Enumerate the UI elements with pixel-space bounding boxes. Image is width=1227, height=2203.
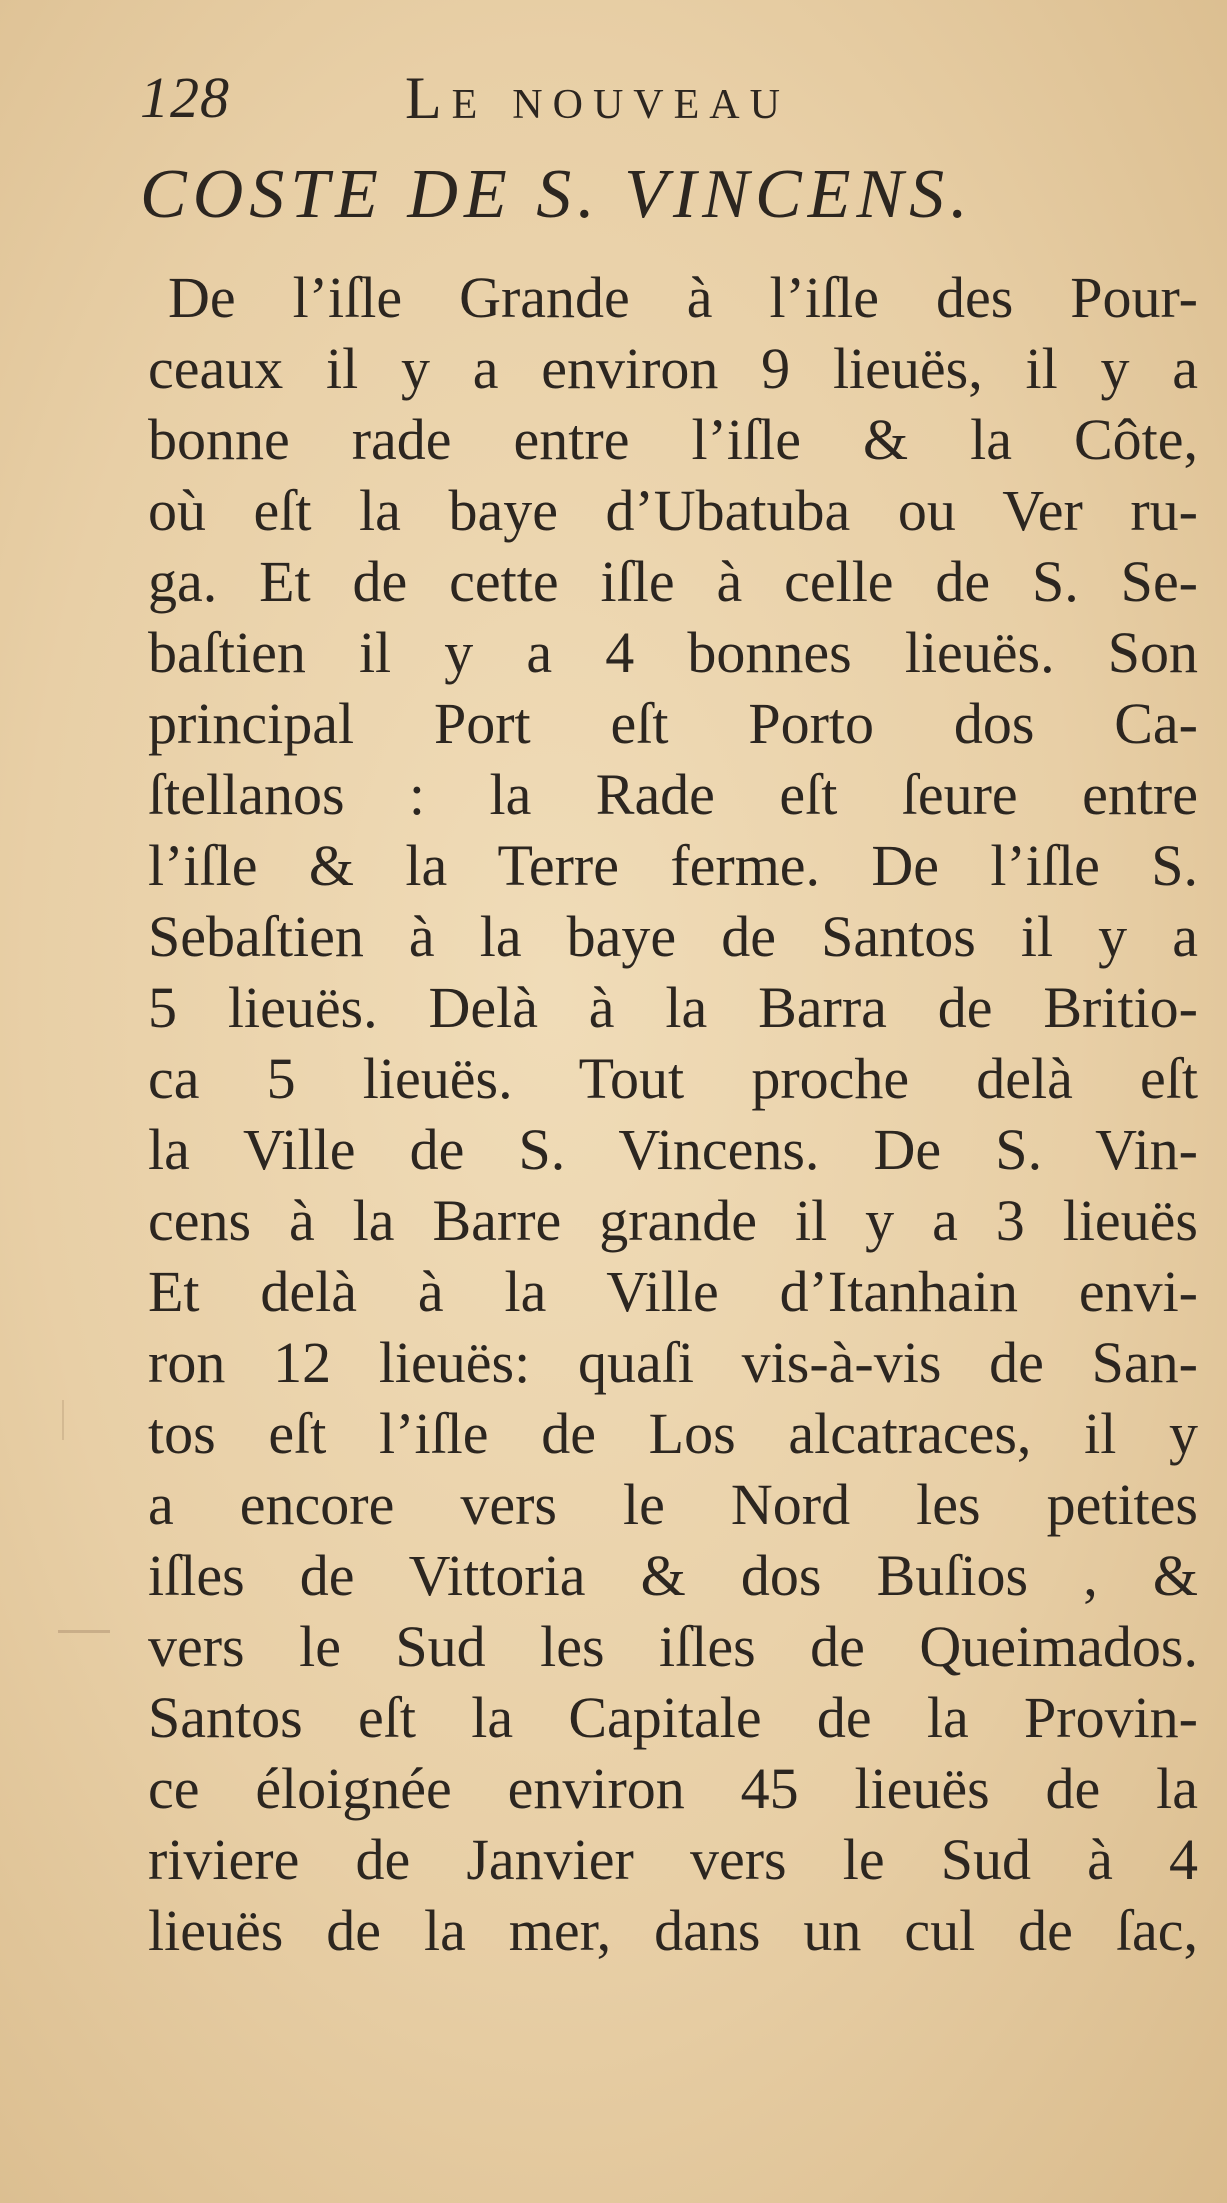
text-line: 5 lieuës. Delà à la Barra de Britio- — [148, 975, 1198, 1040]
text-line: ca 5 lieuës. Tout proche delà eſt — [148, 1046, 1198, 1111]
text-line: De l’iſle Grande à l’iſle des Pour- — [168, 265, 1198, 330]
text-line: vers le Sud les iſles de Queimados. — [148, 1614, 1198, 1679]
text-line: Et delà à la Ville d’Itanhain envi- — [148, 1259, 1198, 1324]
text-line: Santos eſt la Capitale de la Provin- — [148, 1685, 1198, 1750]
text-line: ſtellanos : la Rade eſt ſeure entre — [148, 762, 1198, 827]
text-line: où eſt la baye d’Ubatuba ou Ver ru- — [148, 478, 1198, 543]
text-line: riviere de Janvier vers le Sud à 4 — [148, 1827, 1198, 1892]
text-line: ceaux il y a environ 9 lieuës, il y a — [148, 336, 1198, 401]
text-line: baſtien il y a 4 bonnes lieuës. Son — [148, 620, 1198, 685]
text-line: la Ville de S. Vincens. De S. Vin- — [148, 1117, 1198, 1182]
section-title: COSTE DE S. VINCENS. — [140, 156, 974, 233]
text-line: Sebaſtien à la baye de Santos il y a — [148, 904, 1198, 969]
text-line: ron 12 lieuës: quaſi vis-à-vis de San- — [148, 1330, 1198, 1395]
text-line: tos eſt l’iſle de Los alcatraces, il y — [148, 1401, 1198, 1466]
text-line: ga. Et de cette iſle à celle de S. Se- — [148, 549, 1198, 614]
text-line: bonne rade entre l’iſle & la Côte, — [148, 407, 1198, 472]
text-line: principal Port eſt Porto dos Ca- — [148, 691, 1198, 756]
text-line: ce éloignée environ 45 lieuës de la — [148, 1756, 1198, 1821]
body-text — [148, 262, 1208, 1966]
running-head — [140, 58, 1140, 138]
page-number: 128 — [140, 65, 230, 130]
text-line: cens à la Barre grande il y a 3 lieuës — [148, 1188, 1198, 1253]
text-line: a encore vers le Nord les petites — [148, 1472, 1198, 1537]
running-title: Le nouveau — [405, 65, 790, 131]
text-line: l’iſle & la Terre ferme. De l’iſle S. — [148, 833, 1198, 898]
text-line: lieuës de la mer, dans un cul de ſac, — [148, 1898, 1198, 1963]
margin-mark — [62, 1400, 64, 1440]
margin-rule — [58, 1630, 110, 1633]
text-line: iſles de Vittoria & dos Buſios , & — [148, 1543, 1198, 1608]
